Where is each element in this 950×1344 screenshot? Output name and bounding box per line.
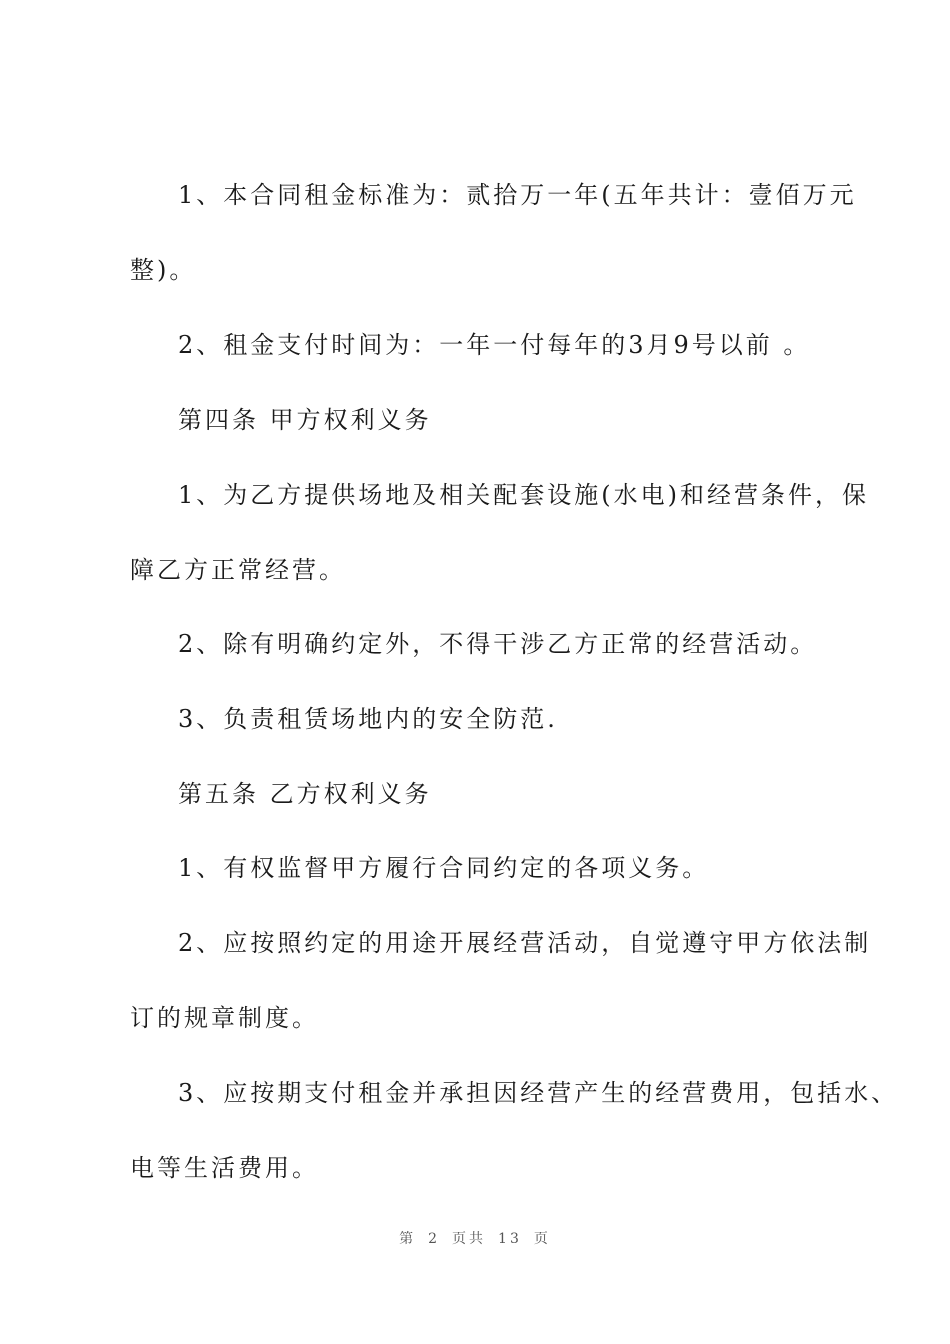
paragraph-party-b-duty-3-cont: 电等生活费用。 <box>130 1154 319 1182</box>
paragraph-party-b-duty-2-cont: 订的规章制度。 <box>130 1004 319 1032</box>
paragraph-party-a-duty-1-cont: 障乙方正常经营。 <box>130 556 346 584</box>
paragraph-party-a-duty-2: 2、除有明确约定外，不得干涉乙方正常的经营活动。 <box>178 630 818 658</box>
page-footer <box>0 1228 950 1248</box>
footer-current-page: 2 <box>428 1231 441 1247</box>
heading-article-4: 第四条 甲方权利义务 <box>178 406 432 434</box>
paragraph-party-a-duty-3: 3、负责租赁场地内的安全防范. <box>178 705 558 733</box>
paragraph-party-b-duty-2: 2、应按照约定的用途开展经营活动，自觉遵守甲方依法制 <box>178 929 872 957</box>
paragraph-payment-time: 2、租金支付时间为：一年一付每年的3月9号以前 。 <box>178 331 811 359</box>
paragraph-rent-standard-cont: 整)。 <box>130 256 197 284</box>
footer-suffix: 页 <box>533 1231 551 1247</box>
footer-prefix: 第 <box>399 1231 417 1247</box>
paragraph-party-a-duty-1: 1、为乙方提供场地及相关配套设施(水电)和经营条件，保 <box>178 481 869 509</box>
footer-middle: 页共 <box>452 1231 487 1247</box>
paragraph-party-b-duty-3: 3、应按期支付租金并承担因经营产生的经营费用，包括水、 <box>178 1079 899 1107</box>
heading-article-5: 第五条 乙方权利义务 <box>178 780 432 808</box>
footer-total-pages: 13 <box>498 1231 522 1247</box>
paragraph-rent-standard: 1、本合同租金标准为：贰拾万一年(五年共计：壹佰万元 <box>178 181 857 209</box>
paragraph-party-b-duty-1: 1、有权监督甲方履行合同约定的各项义务。 <box>178 854 710 882</box>
